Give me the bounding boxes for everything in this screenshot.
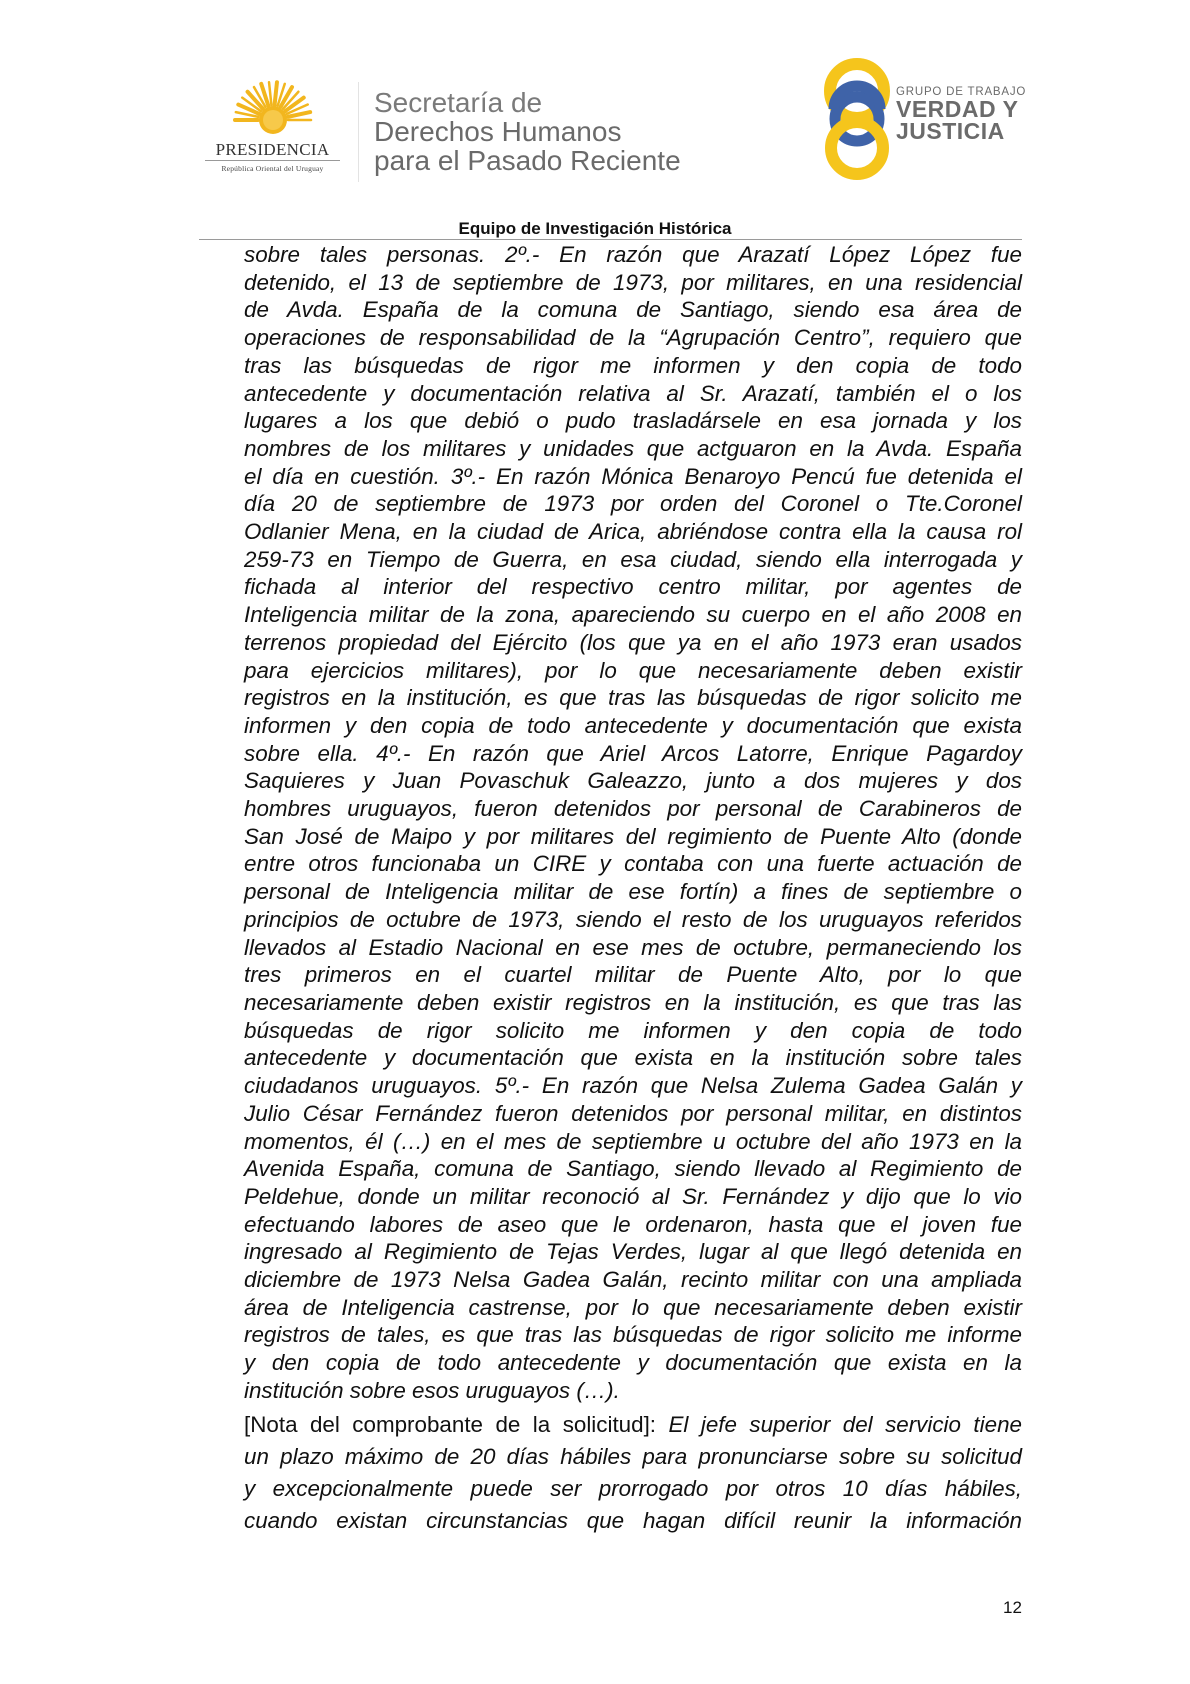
body-line: informen y den copia de todo antecedente y documentación que exista (244, 712, 1022, 738)
presidencia-name: PRESIDENCIA (215, 140, 330, 159)
note-prefix: [Nota del comprobante de la solicitud]: (244, 1412, 669, 1437)
body-line: efectuando labores de aseo que le ordenaron, hasta que el joven fue (244, 1211, 1022, 1237)
body-line: Peldehue, donde un militar reconoció al Sr. Fernández y dijo que lo vio (244, 1183, 1022, 1209)
header-divider (358, 82, 359, 182)
body-line: sobre tales personas. 2º.- En razón que Arazatí López López fue (244, 242, 1022, 267)
grupo-trabajo-text (896, 86, 1026, 142)
note-line-3: y excepcionalmente puede ser prorrogado por otros 10 días hábiles, (244, 1476, 1022, 1501)
body-line: detenido, el 13 de septiembre de 1973, por militares, en una residencial (244, 269, 1022, 295)
note-line-1-italic: El jefe superior del servicio tiene (668, 1412, 1022, 1437)
secretaria-line-3: para el Pasado Reciente (374, 145, 681, 176)
body-line: registros de tales, es que tras las búsquedas de rigor solicito me informe (244, 1322, 1022, 1348)
presidencia-logo (195, 80, 350, 180)
note-line-2: un plazo máximo de 20 días hábiles para pronunciarse sobre su solicitud (244, 1444, 1022, 1469)
secretaria-line-2: Derechos Humanos (374, 116, 622, 147)
body-line: sobre ella. 4º.- En razón que Ariel Arcos Latorre, Enrique Pagardoy (244, 740, 1022, 766)
body-line: Inteligencia militar de la zona, apareciendo su cuerpo en el año 2008 en (244, 602, 1022, 628)
body-line: terrenos propiedad del Ejército (los que ya en el año 1973 eran usados (244, 629, 1022, 655)
body-line: Avenida España, comuna de Santiago, siendo llevado al Regimiento de (244, 1156, 1022, 1182)
body-line: fichada al interior del respectivo centro militar, por agentes de (244, 574, 1022, 600)
note-paragraph (244, 1409, 1022, 1537)
body-line: ciudadanos uruguayos. 5º.- En razón que Nelsa Zulema Gadea Galán y (244, 1073, 1022, 1099)
body-line: 259-73 en Tiempo de Guerra, en esa ciudad, siendo ella interrogada y (244, 546, 1022, 572)
body-line: antecedente y documentación relativa al Sr. Arazatí, también el o los (244, 380, 1022, 406)
body-line: ingresado al Regimiento de Tejas Verdes, lugar al que llegó detenida en (244, 1239, 1022, 1265)
body-line: búsquedas de rigor solicito me informen y den copia de todo (244, 1017, 1022, 1043)
body-line: principios de octubre de 1973, siendo el resto de los uruguayos referidos (244, 906, 1022, 932)
secretaria-line-1: Secretaría de (374, 87, 543, 118)
body-line: día 20 de septiembre de 1973 por orden del Coronel o Tte.Coronel (244, 491, 1022, 517)
page-number: 12 (1003, 1598, 1022, 1617)
body-line: Saquieres y Juan Povaschuk Galeazzo, junto a dos mujeres y dos (244, 768, 1022, 794)
note-line-4: cuando existan circunstancias que hagan difícil reunir la información (244, 1508, 1022, 1533)
body-line: operaciones de responsabilidad de la “Agrupación Centro”, requiero que (244, 325, 1022, 351)
grupo-big-2: JUSTICIA (896, 118, 1005, 144)
body-line: para ejercicios militares), por lo que necesariamente deben existir (244, 657, 1022, 683)
body-line: institución sobre esos uruguayos (…). (244, 1377, 620, 1403)
body-line: nombres de los militares y unidades que actguaron en la Avda. España (244, 435, 1022, 461)
body-line: antecedente y documentación que exista en la institución sobre tales (244, 1045, 1022, 1071)
body-line: Odlanier Mena, en la ciudad de Arica, abriéndose contra ella la causa rol (244, 519, 1022, 545)
header-rule (199, 239, 1022, 240)
secretaria-title (374, 88, 681, 175)
interlocked-rings-logo-icon (818, 56, 896, 181)
body-line: y den copia de todo antecedente y documentación que exista en la (244, 1350, 1022, 1376)
body-line: llevados al Estadio Nacional en ese mes de octubre, permaneciendo los (244, 934, 1022, 960)
body-line: hombres uruguayos, fueron detenidos por personal de Carabineros de (244, 796, 1022, 822)
body-line: tras las búsquedas de rigor me informen y den copia de todo (244, 352, 1022, 378)
body-line: personal de Inteligencia militar de ese fortín) a fines de septiembre o (244, 879, 1022, 905)
body-line: tres primeros en el cuartel militar de Puente Alto, por lo que (244, 962, 1022, 988)
body-line: registros en la institución, es que tras las búsquedas de rigor solicito me (244, 685, 1022, 711)
body-line: entre otros funcionaba un CIRE y contaba con una fuerte actuación de (244, 851, 1022, 877)
grupo-small: GRUPO DE TRABAJO (896, 86, 1027, 98)
body-line: de Avda. España de la comuna de Santiago, siendo esa área de (244, 297, 1022, 323)
note-line-1 (244, 1409, 1022, 1441)
page-header (0, 0, 1190, 250)
body-line: momentos, él (…) en el mes de septiembre u octubre del año 1973 en la (244, 1128, 1022, 1154)
document-body (244, 241, 1022, 1405)
body-line: necesariamente deben existir registros en la institución, es que tras las (244, 989, 1022, 1015)
body-line: lugares a los que debió o pudo trasladársele en esa jornada y los (244, 408, 1022, 434)
presidencia-subtitle: República Oriental del Uruguay (221, 164, 324, 173)
body-line: área de Inteligencia castrense, por lo que necesariamente deben existir (244, 1294, 1022, 1320)
body-line: Julio César Fernández fueron detenidos por personal militar, en distintos (244, 1100, 1022, 1126)
logo-underline (205, 160, 340, 161)
grupo-big-1: VERDAD Y (896, 96, 1019, 122)
body-line: el día en cuestión. 3º.- En razón Mónica Benaroyo Pencú fue detenida el (244, 463, 1022, 489)
body-line: San José de Maipo y por militares del regimiento de Puente Alto (donde (244, 823, 1022, 849)
team-title: Equipo de Investigación Histórica (458, 219, 732, 238)
body-line: diciembre de 1973 Nelsa Gadea Galán, recinto militar con una ampliada (244, 1267, 1022, 1293)
